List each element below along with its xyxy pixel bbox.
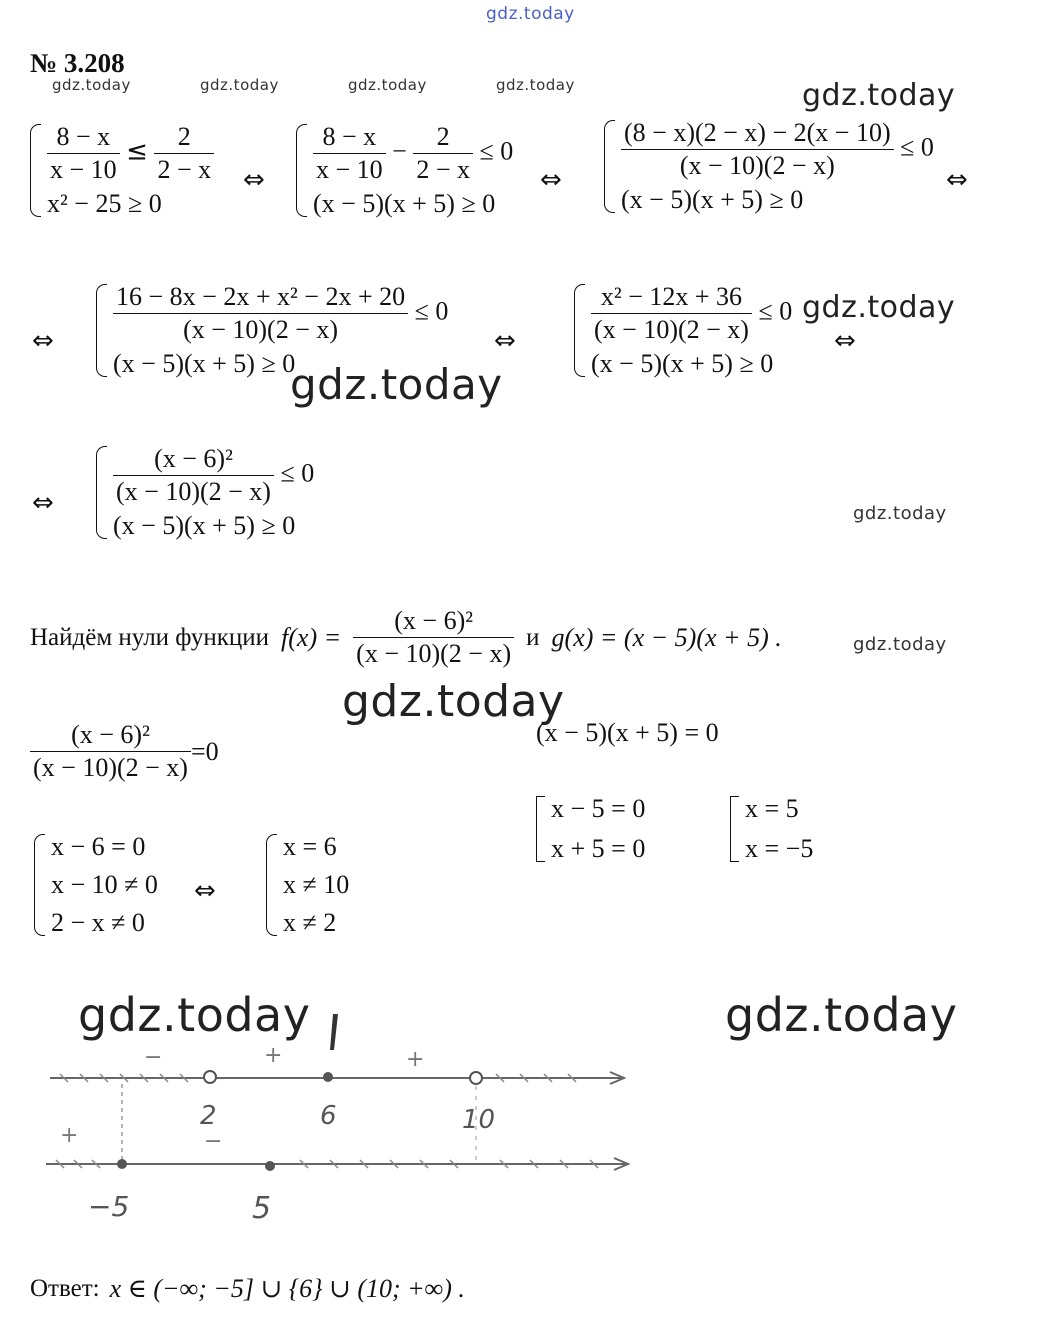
equation: 2 − x ≠ 0 (51, 908, 145, 937)
fraction: $\frac{2}{2 - x}$ (154, 124, 214, 183)
operator: − (392, 136, 407, 166)
point-label: 6 (320, 1101, 337, 1131)
point-filled (265, 1161, 275, 1171)
and-word: и (526, 624, 540, 651)
fraction: $\frac{8 - x}{x - 10}$ (313, 124, 386, 183)
set-a (536, 796, 645, 862)
sign-label: − (204, 1129, 223, 1154)
fraction: $\frac{2}{2 - x}$ (413, 124, 473, 183)
fraction: $\frac{\text{x² − 12x + 36}}{(x - 10)(2 - x)}$ (591, 284, 752, 343)
watermark: gdz.today (802, 78, 956, 113)
equivalence-symbol: ⇔ (834, 326, 856, 356)
mark (330, 1014, 338, 1050)
answer-label: Ответ: (30, 1275, 100, 1302)
watermark: gdz.today (802, 290, 956, 325)
inequality-tail: ≤ 0 (758, 296, 793, 326)
point-open (470, 1072, 482, 1084)
watermark: gdz.today (348, 76, 427, 94)
bracket (730, 796, 739, 862)
equation: x + 5 = 0 (551, 834, 646, 863)
system-4 (96, 284, 448, 377)
point-label: 5 (252, 1191, 272, 1226)
equation: x − 5 = 0 (551, 794, 646, 823)
operator: ≤ (126, 136, 148, 167)
equation-f-zero (30, 722, 219, 781)
brace (96, 284, 107, 377)
equation: x = 6 (283, 832, 337, 861)
equation-g-zero: (x − 5)(x + 5) = 0 (536, 718, 719, 747)
problem-number: № 3.208 (30, 48, 125, 78)
point-open (204, 1071, 216, 1083)
fraction: $\frac{(8 - x)(2 - x) - 2(x - 10)}{(x - 10)(2 - x)}$ (621, 120, 894, 179)
answer (30, 1276, 465, 1302)
watermark: gdz.today (52, 76, 131, 94)
equivalence-symbol: ⇔ (194, 876, 216, 906)
f-name: f(x) = (281, 622, 342, 652)
inequality: (x − 5)(x + 5) ≥ 0 (621, 185, 804, 214)
system-b (266, 834, 349, 936)
inequality-tail: ≤ 0 (900, 132, 934, 162)
inequality: x² − 25 ≥ 0 (47, 189, 162, 218)
equation: x ≠ 2 (283, 908, 337, 937)
watermark: gdz.today (486, 4, 575, 24)
watermark: gdz.today (78, 988, 311, 1042)
sign-label: + (406, 1047, 425, 1072)
inequality-tail: ≤ 0 (280, 458, 315, 488)
equation: x = 5 (745, 794, 799, 823)
fraction: $\frac{\text{16 − 8x − 2x + x² − 2x + 20}}{(x - 10)(2 - x)}$ (113, 284, 408, 343)
inequality: (x − 5)(x + 5) ≥ 0 (591, 349, 774, 378)
brace (574, 284, 585, 377)
equivalence-symbol: ⇔ (32, 326, 54, 356)
point-filled (117, 1159, 127, 1169)
brace (30, 124, 41, 217)
watermark: gdz.today (725, 988, 958, 1042)
zeros-line (30, 608, 782, 667)
watermark: gdz.today (342, 676, 565, 727)
brace (96, 446, 107, 539)
sign-label: + (264, 1043, 283, 1068)
system-2 (296, 124, 513, 217)
watermark: gdz.today (496, 76, 575, 94)
system-5 (574, 284, 792, 377)
bracket (536, 796, 545, 862)
number-lines (0, 1000, 700, 1240)
inequality: (x − 5)(x + 5) ≥ 0 (313, 189, 496, 218)
system-6 (96, 446, 314, 539)
equation: x − 6 = 0 (51, 832, 146, 861)
set-b (730, 796, 813, 862)
inequality-tail: ≤ 0 (479, 136, 514, 166)
answer-expression: x ∈ (−∞; −5] ∪ {6} ∪ (10; +∞) . (109, 1274, 465, 1303)
brace (266, 834, 277, 936)
point-label: −5 (88, 1190, 130, 1223)
watermark: gdz.today (853, 503, 947, 524)
brace (34, 834, 45, 936)
equation: x = −5 (745, 834, 814, 863)
system-3 (604, 120, 934, 213)
equivalence-symbol: ⇔ (494, 326, 516, 356)
inequality: (x − 5)(x + 5) ≥ 0 (113, 349, 296, 378)
g-expression: g(x) = (x − 5)(x + 5) . (551, 622, 782, 652)
equation: x ≠ 10 (283, 870, 350, 899)
equation-tail: =0 (190, 736, 219, 766)
inequality: (x − 5)(x + 5) ≥ 0 (113, 511, 296, 540)
inequality-tail: ≤ 0 (414, 296, 449, 326)
zeros-intro: Найдём нули функции (30, 624, 270, 651)
fraction: $\frac{\text{(x − 6)²}}{(x - 10)(2 - x)}$ (30, 722, 191, 781)
fraction: $\frac{\text{(x − 6)²}}{(x - 10)(2 - x)}$ (353, 608, 514, 667)
point-filled (323, 1072, 333, 1082)
equivalence-symbol: ⇔ (32, 488, 54, 518)
point-label: 10 (462, 1105, 496, 1135)
point-label: 2 (200, 1101, 217, 1131)
watermark: gdz.today (200, 76, 279, 94)
sign-label: + (60, 1123, 79, 1148)
brace (604, 120, 615, 213)
system-1 (30, 124, 214, 217)
equation: x − 10 ≠ 0 (51, 870, 158, 899)
brace (296, 124, 307, 217)
fraction: $\frac{8 - x}{x - 10}$ (47, 124, 120, 183)
equivalence-symbol: ⇔ (243, 165, 265, 195)
equivalence-symbol: ⇔ (946, 165, 968, 195)
watermark: gdz.today (853, 634, 947, 655)
sign-label: − (144, 1045, 163, 1070)
system-a (34, 834, 158, 936)
watermark: gdz.today (290, 360, 503, 409)
fraction: $\frac{\text{(x − 6)²}}{(x - 10)(2 - x)}$ (113, 446, 274, 505)
equivalence-symbol: ⇔ (540, 165, 562, 195)
